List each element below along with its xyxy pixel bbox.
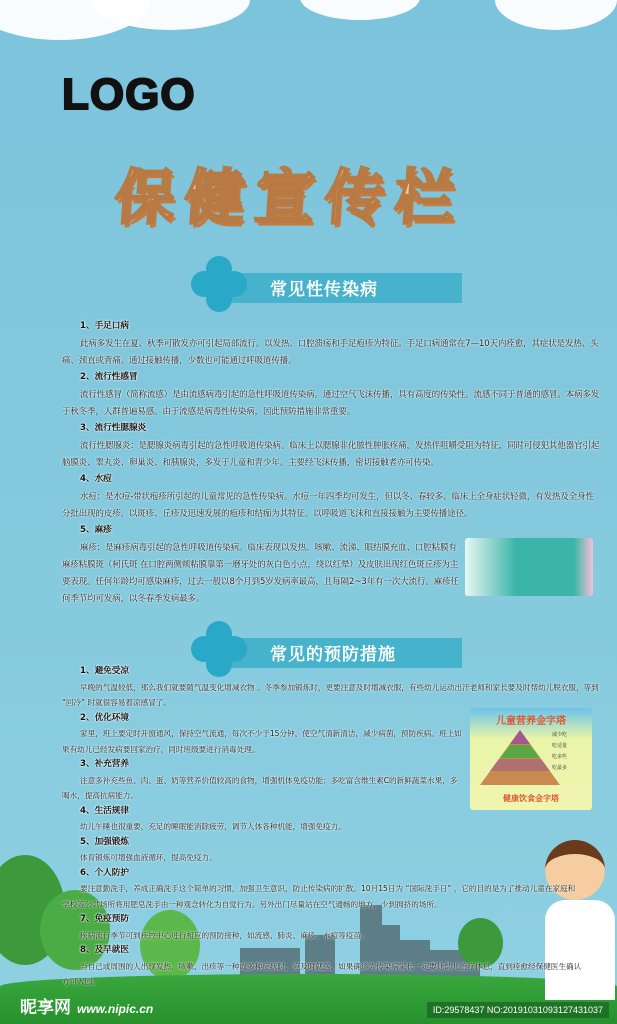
item-text: 麻疹：是麻疹病毒引起的急性呼吸道传染病。临床表现以发热、咳嗽、流涕、眼结膜充血、口腔粘膜有麻疹粘膜斑（柯氏斑 在口腔两侧颊粘膜靠第一磨牙处的灰白色小点，绕以红晕）及皮肤出现红色斑丘疹为主要表现。任何年龄均可感染麻疹，过去一般以8个月到5岁发病率最高，且每隔2~3年有一次大流行。麻疹任何季节均可发病，以冬春季发病最多。 xyxy=(62,542,459,603)
watermark-logo xyxy=(20,993,153,1018)
pyramid-level: 吃最多 xyxy=(552,765,568,771)
item-text: 体育锻炼可增强血液循环，提高免疫力。 xyxy=(80,853,217,862)
item-text: 幼儿午睡也很重要，充足的睡眠能消除疲劳，调节人体各种机能，增强免疫力。 xyxy=(80,822,346,831)
item-text: 疾病流行季节可到疾控中心进行相应的预防接种，如流感、肺炎、麻疹、水痘等疫苗。 xyxy=(80,930,369,940)
item-title: 5、麻疹 xyxy=(80,525,112,535)
list-item xyxy=(62,318,600,369)
section-heading: 常见的预防措施 xyxy=(270,645,396,665)
list-item xyxy=(62,804,600,835)
list-item xyxy=(62,912,600,943)
item-text: 家里，班上要定时开窗通风，保持空气流通，每次不少于15分钟，使空气清新清洁，减少病菌，预防疾病。班上如果有幼儿已经发病要回家治疗，同时班级要进行消毒处理。 xyxy=(62,729,462,754)
watermark-id: ID:29578437 NO:20191031093127431037 xyxy=(427,1002,609,1018)
section-heading: 常见性传染病 xyxy=(270,280,378,300)
disease-list xyxy=(62,318,600,607)
item-title: 2、优化环境 xyxy=(80,712,129,723)
list-item xyxy=(62,664,600,711)
logo: LOGO xyxy=(62,70,196,119)
pyramid-caption: 健康饮食金字塔 xyxy=(503,794,559,803)
watermark-url: www.nipic.cn xyxy=(77,1002,154,1016)
list-item xyxy=(62,943,600,990)
item-title: 8、及早就医 xyxy=(80,945,129,955)
list-item xyxy=(62,522,600,607)
item-title: 6、个人防护 xyxy=(80,867,129,878)
page-title: 保健宣传栏 xyxy=(112,163,468,233)
item-title: 5、加强锻炼 xyxy=(80,836,129,847)
list-item xyxy=(62,711,600,758)
pyramid-title: 儿童营养金字塔 xyxy=(496,716,566,727)
item-text: 要注意勤洗手，养成正确洗手这个简单的习惯，加强卫生意识，防止传染病的扩散。10月15日为 “国际洗手日” ，它的目的是为了推动儿童在家庭和学校等公共场所将用肥皂洗手由一种观念转化为自觉行为。另外出门尽量站在空气通畅的地方，少到拥挤的场所。 xyxy=(62,884,576,909)
item-title: 3、流行性腮腺炎 xyxy=(80,423,147,433)
item-text: 此病多发生在夏、秋季可散发亦可引起局部流行。以发热、口腔溃疡和手足疱疹为特征。手足口病通常在7—10天内痊愈，其症状是发热、头痛、颈直或背痛。通过接触传播，少数也可能通过呼吸道传播。 xyxy=(62,338,599,365)
item-text: 流行性感冒（简称流感）是由流感病毒引起的急性呼吸道传染病。通过空气飞沫传播，具有高度的传染性。流感不同于普通的感冒。本病多发于秋冬季，人群普遍易感。由于流感是病毒性传染病，因此预防措施非常重要。 xyxy=(62,389,600,416)
pyramid-level: 减少吃 xyxy=(552,732,568,738)
list-item xyxy=(62,835,600,866)
prevention-list xyxy=(62,664,600,990)
item-text: 注意多补充些鱼、肉、蛋、奶等营养价值较高的食物，增强机体免疫功能；多吃富含维生素C的新鲜蔬菜水果，多喝水，提高抗病能力。 xyxy=(62,775,458,800)
item-title: 3、补充营养 xyxy=(80,759,129,769)
item-text: 当自己或周围的人出现发热、咳嗽、出疹等一种或多种症状时，应及时就医。如果确诊为传染病家长一定要让幼儿治疗休息，直到痊愈经保健医生确认方可入园。 xyxy=(62,961,582,986)
list-item xyxy=(62,369,600,420)
list-item xyxy=(62,757,600,804)
pyramid-level: 吃多些 xyxy=(552,754,568,760)
item-title: 1、手足口病 xyxy=(80,321,129,331)
list-item xyxy=(62,471,600,522)
item-title: 1、避免受凉 xyxy=(80,666,129,676)
list-item xyxy=(62,866,600,913)
item-title: 4、水痘 xyxy=(80,474,112,484)
item-title: 2、流行性感冒 xyxy=(80,372,138,382)
watermark-brand: 昵享网 xyxy=(20,998,71,1018)
section-header-diseases xyxy=(190,255,465,319)
item-text: 早晚的气温较低，那么我们就要随气温变化增减衣物 。冬季参加锻炼时，更要注意及时增减衣服，有些幼儿运动出汗老师和家长要及时帮幼儿脱衣服，等到 “回冷” 时就很容易着凉感冒了。 xyxy=(62,682,599,707)
item-text: 流行性腮腺炎：是腮腺炎病毒引起的急性呼吸道传染病。临床上以腮腺非化脓性肿胀疼痛，发热伴咀嚼受阻为特征，同时可侵犯其他器官引起脑膜炎、睾丸炎、卵巢炎、和胰腺炎，多发于儿童和青少年。主要经飞沫传播，密切接触者亦可传染。 xyxy=(62,440,600,467)
item-title: 4、生活规律 xyxy=(80,805,129,816)
item-title: 7、免疫预防 xyxy=(80,914,129,924)
flower-icon xyxy=(190,255,248,313)
pyramid-level: 吃适量 xyxy=(552,743,568,749)
item-text: 水痘：是水痘-带状疱疹所引起的儿童常见的急性传染病。水痘一年四季均可发生，但以冬、春较多。临床上全身症状轻微，有发热及全身性分批出现的皮疹，以斑疹、丘疹及迅速发展的疱疹和结痂为其特征。以呼吸道飞沫和直接接触为主要传播途径。 xyxy=(62,491,594,518)
list-item xyxy=(62,420,600,471)
